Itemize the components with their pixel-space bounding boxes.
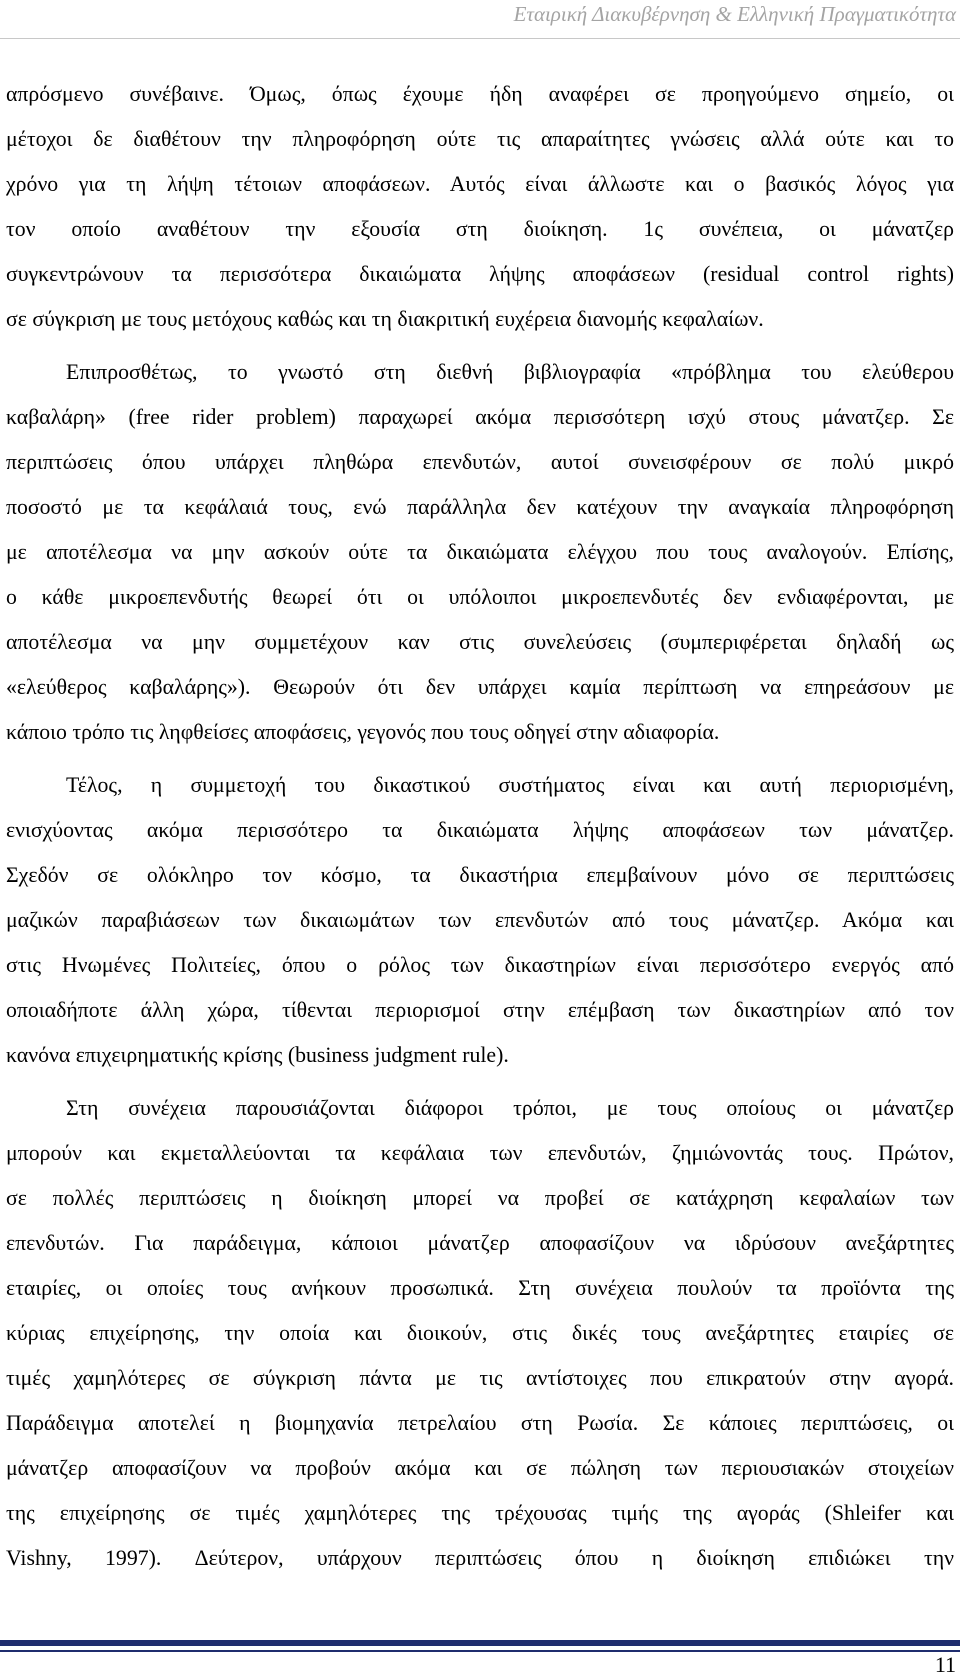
text-line: Τέλος, η συμμετοχή του δικαστικού συστήματος είναι και αυτή περιορισμένη,: [66, 773, 954, 797]
text-line: τιμές χαμηλότερες σε σύγκριση πάντα με τις αντίστοιχες που επικρατούν στην αγορά.: [6, 1366, 954, 1390]
text-line: κανόνα επιχειρηματικής κρίσης (business judgment rule).: [6, 1043, 509, 1067]
body-text: [6, 72, 954, 1581]
text-line: κάποιο τρόπο τις ληφθείσες αποφάσεις, γεγονός που τους οδηγεί στην αδιαφορία.: [6, 720, 720, 744]
text-line: μαζικών παραβιάσεων των δικαιωμάτων των επενδυτών από τους μάνατζερ. Ακόμα και: [6, 908, 954, 932]
text-line: τον οποίο αναθέτουν την εξουσία στη διοίκηση. 1ς συνέπεια, οι μάνατζερ: [6, 217, 954, 241]
paragraph-3: [6, 763, 954, 1078]
text-line: ποσοστό με τα κεφάλαιά τους, ενώ παράλληλα δεν κατέχουν την αναγκαία πληροφόρηση: [6, 495, 954, 519]
text-line: ο κάθε μικροεπενδυτής θεωρεί ότι οι υπόλοιποι μικροεπενδυτές δεν ενδιαφέρονται, με: [6, 585, 954, 609]
text-line: με αποτέλεσμα να μην ασκούν ούτε τα δικαιώματα ελέγχου που τους αναλογούν. Επίσης,: [6, 540, 954, 564]
text-line: κύριας επιχείρησης, την οποία και διοικούν, στις δικές τους ανεξάρτητες εταιρίες σε: [6, 1321, 954, 1345]
text-line: εταιρίες, οι οποίες τους ανήκουν προσωπικά. Στη συνέχεια πουλούν τα προϊόντα της: [6, 1276, 954, 1300]
text-line: απρόσμενο συνέβαινε. Όμως, όπως έχουμε ήδη αναφέρει σε προηγούμενο σημείο, οι: [6, 82, 954, 106]
paragraph-2: [6, 350, 954, 755]
running-header: Εταιρική Διακυβέρνηση & Ελληνική Πραγματικότητα: [513, 2, 956, 26]
text-line: οποιαδήποτε άλλη χώρα, τίθενται περιορισμοί στην επέμβαση των δικαστηρίων από τον: [6, 998, 954, 1022]
text-line: σε σύγκριση με τους μετόχους καθώς και τη διακριτική ευχέρεια διανομής κεφαλαίων.: [6, 307, 764, 331]
text-line: σε πολλές περιπτώσεις η διοίκηση μπορεί να προβεί σε κατάχρηση κεφαλαίων των: [6, 1186, 954, 1210]
footer-rule-thin: [0, 1650, 960, 1652]
text-line: στις Ηνωμένες Πολιτείες, όπου ο ρόλος των δικαστηρίων είναι περισσότερο ενεργός από: [6, 953, 954, 977]
text-line: Στη συνέχεια παρουσιάζονται διάφοροι τρόποι, με τους οποίους οι μάνατζερ: [66, 1096, 954, 1120]
text-line: καβαλάρη» (free rider problem) παραχωρεί ακόμα περισσότερη ισχύ στους μάνατζερ. Σε: [6, 405, 954, 429]
text-line: «ελεύθερος καβαλάρης»). Θεωρούν ότι δεν υπάρχει καμία περίπτωση να επηρεάσουν με: [6, 675, 954, 699]
text-line: Επιπροσθέτως, το γνωστό στη διεθνή βιβλιογραφία «πρόβλημα του ελεύθερου: [66, 360, 954, 384]
text-line: περιπτώσεις όπου υπάρχει πληθώρα επενδυτών, αυτοί συνεισφέρουν σε πολύ μικρό: [6, 450, 954, 474]
paragraph-4: [6, 1086, 954, 1581]
footer-rule-thick: [0, 1640, 960, 1646]
text-line: της επιχείρησης σε τιμές χαμηλότερες της τρέχουσας τιμής της αγοράς (Shleifer και: [6, 1501, 954, 1525]
text-line: Vishny, 1997). Δεύτερον, υπάρχουν περιπτώσεις όπου η διοίκηση επιδιώκει την: [6, 1546, 954, 1570]
text-line: Σχεδόν σε ολόκληρο τον κόσμο, τα δικαστήρια επεμβαίνουν μόνο σε περιπτώσεις: [6, 863, 954, 887]
text-line: μέτοχοι δε διαθέτουν την πληροφόρηση ούτε τις απαραίτητες γνώσεις αλλά ούτε και το: [6, 127, 954, 151]
text-line: επενδυτών. Για παράδειγμα, κάποιοι μάνατζερ αποφασίζουν να ιδρύσουν ανεξάρτητες: [6, 1231, 954, 1255]
text-line: χρόνο για τη λήψη τέτοιων αποφάσεων. Αυτός είναι άλλωστε και ο βασικός λόγος για: [6, 172, 954, 196]
text-line: Παράδειγμα αποτελεί η βιομηχανία πετρελαίου στη Ρωσία. Σε κάποιες περιπτώσεις, οι: [6, 1411, 954, 1435]
text-line: συγκεντρώνουν τα περισσότερα δικαιώματα λήψης αποφάσεων (residual control rights): [6, 262, 954, 286]
text-line: μπορούν και εκμεταλλεύονται τα κεφάλαια των επενδυτών, ζημιώνοντάς τους. Πρώτον,: [6, 1141, 954, 1165]
page-number: 11: [934, 1652, 956, 1677]
paragraph-1: [6, 72, 954, 342]
header-rule: [0, 38, 960, 39]
text-line: ενισχύοντας ακόμα περισσότερο τα δικαιώματα λήψης αποφάσεων των μάνατζερ.: [6, 818, 954, 842]
text-line: αποτέλεσμα να μην συμμετέχουν καν στις συνελεύσεις (συμπεριφέρεται δηλαδή ως: [6, 630, 954, 654]
text-line: μάνατζερ αποφασίζουν να προβούν ακόμα και σε πώληση των περιουσιακών στοιχείων: [6, 1456, 954, 1480]
